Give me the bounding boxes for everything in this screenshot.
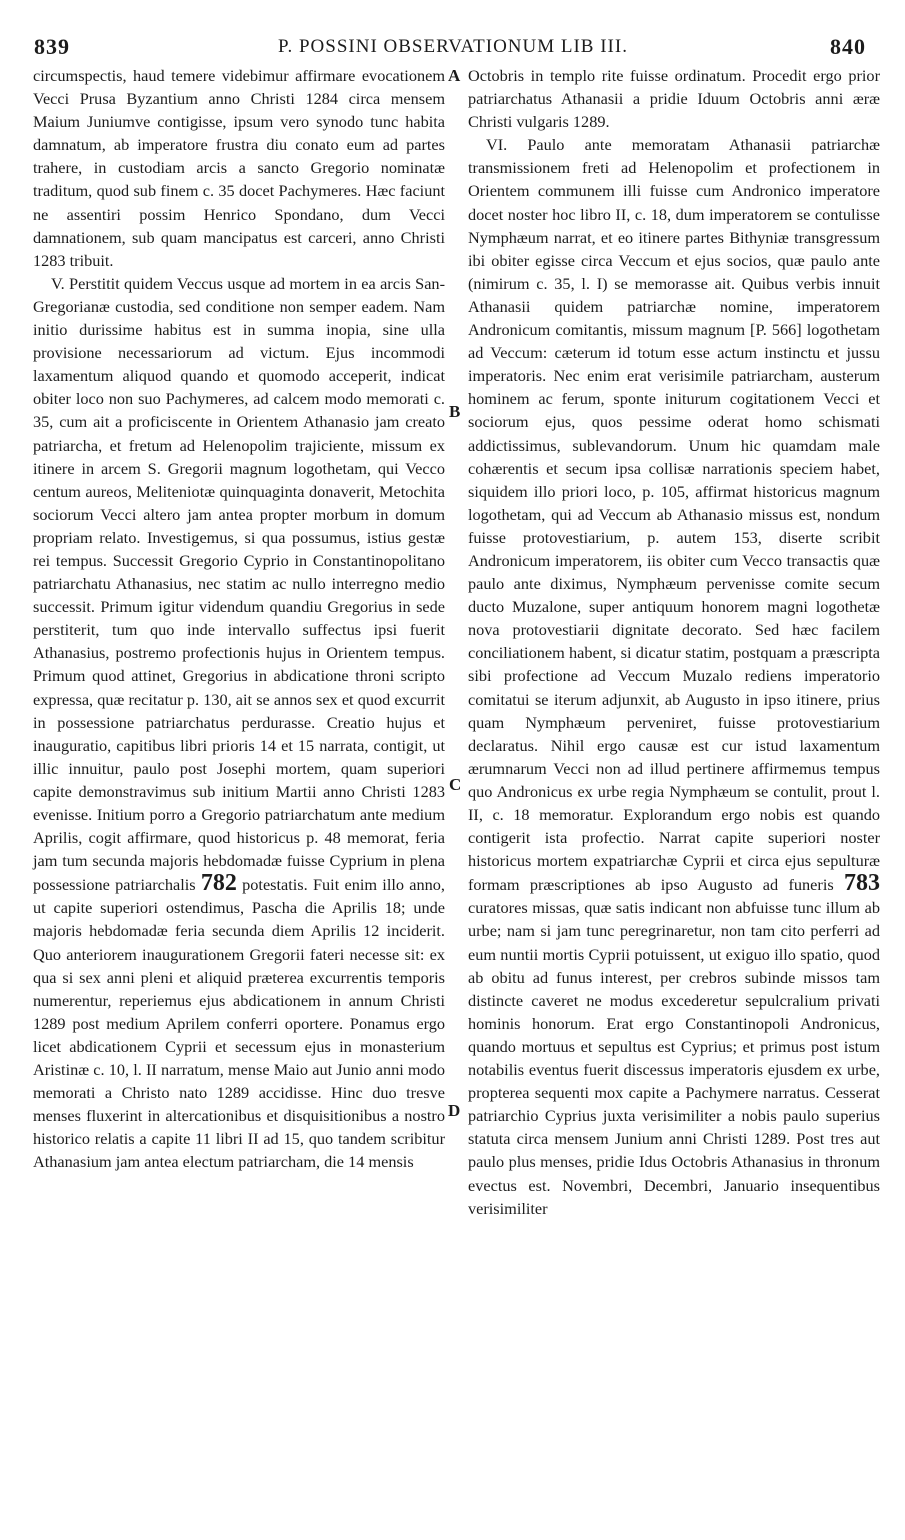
marginal-number-782: 782 (200, 870, 237, 897)
margin-marker-c: C (449, 775, 462, 794)
page-header (28, 34, 878, 60)
page-number-left: 839 (34, 34, 70, 59)
paragraph-left-1: circumspectis, haud temere videbimur affirmare evocationem Vecci Prusa Byzantium anno Christi 1284 circa mensem Maium Juniumve contigisse, ipsum vero synodo tunc habita damnatum, ab imperatore frustra diu conato eum ad partes trahere, in custodiam arcis a sancto Gregorio nominatæ traditum, quod sub finem c. 35 docet Pachymeres. Hæc faciunt ne assentiri possim Henrico Spondano, dum Vecci damnationem, sub quam mancipatus est carceri, anno Christi 1283 tribuit. (33, 66, 445, 270)
margin-marker-b: B (449, 402, 461, 421)
paragraph-right-2-part-a: VI. Paulo ante memoratam Athanasii patriarchæ transmissionem freti ad Helenopolim et profectionem in Orientem communem illi fuisse cum Andronico imperatore docet noster hoc libro II, c. 18, dum imperatorem se contulisse Nymphæum narrat, et eo itinere partes Bithyniæ transgressum ibi obiter egisse circa Veccum et ejus socios, quæ paulo ante (nimirum c. 35, l. I) se memorasse ait. Quibus verbis innuit Athanasii quidem patriarchæ nomine, imperatorem Andronicum comitantis, missum magnum [P. 566] logothetam ad Veccum: cæterum id totum esse actum instinctu et jussu imperatoris. Nec enim erat verisimile patriarcham, austerum hominem ac ferum, sponte initurum cogitationem Vecci et sociorum ejus, quos pessime oderat homo schismati addictissimus, sublevandorum. Unum hic quamdam male cohærentis et secum ipsa collisæ narrationis speciem habet, siquidem illo priori loco, p. 105, affirmat historicus magnum logothetam, qui ad Veccum ab Athanasio missus est, nondum fuisse protovestiarium, p. autem 153, diserte scribit Andronicum imperatorem, iis obiter cum Vecco transactis quæ paulo ante diximus, Nymphæum pervenisse comite secum ducto Muzalone, super antiquum honorem magni logothetæ nova protovestiarii dignitate decorato. Sed hæc facilem conciliationem habent, si dicatur statim, postquam a præscripta sibi profectione ad Veccum Muzalo rediens imperatorio comitatui se iterum adjunxit, ab Augusto in ipso itinere, prius quam Nymphæum perveniret, fuisse protovestiarium declaratus. Nihil ergo causæ est cur istud laxamentum ærumnarum Vecci non ad illud pertinere affirmemus tempus quo Andronicus ex urbe regia Nymphæum se contulit, prout l. II, c. 18 memoratur. Explorandum ergo nobis est quando contigerit ista profectio. Narrat capite superiori noster historicus mortem expatriarchæ Cyprii et circa ejus sepulturæ formam præscriptiones ab ipso Augusto ad funeris (468, 135, 880, 895)
paragraph-right-2-part-b: curatores missas, quæ satis indicant non abfuisse tunc illum ab urbe; nam si jam tunc peregrinaretur, non tam cito perferri ad eum nuntii mortis Cyprii potuissent, ut exiguo illo spatio, quod ab obitu ad funus interest, per crebros subinde missos tam distincte caveret ne modus excederetur sepulcralium privati hominis honorum. Erat ergo Constantinopoli Andronicus, quando mortuus et sepultus est Cyprius; et primus post istum notabilis eventus fuerit discessus imperatoris ejusdem ex urbe, propterea sequenti mox capite a Pachymere narratus. Cesserat patriarchio Cyprius juxta verisimiliter a nobis paulo superius statuta circa mensem Junium anni Christi 1289. Post tres aut paulo plus menses, pridie Idus Octobris Athanasius in thronum evectus est. Novembri, Decembri, Januario insequentibus verisimiliter (468, 898, 880, 1218)
paragraph-right-1: Octobris in templo rite fuisse ordinatum. Procedit ergo prior patriarchatus Athanasii a pridie Iduum Octobris anni æræ Christi vulgaris 1289. (468, 66, 880, 132)
margin-marker-a: A (448, 66, 461, 85)
paragraph-left-2-part-a: V. Perstitit quidem Veccus usque ad mortem in ea arcis San-Gregorianæ custodia, sed conditione non semper eadem. Nam initio durissime habitus est in summa inopia, sine ulla provisione necessariorum ad victum. Ejus incommodi laxamentum aliquod quando et quomodo acceperit, indicat obiter loco non suo Pachymeres, ad calcem modo memorati c. 35, cum ait a proficiscente in Orientem Athanasio jam creato patriarcha, et fretum ad Helenopolim trajiciente, missum ex itinere in arcem S. Gregorii magnum logothetam, qui Vecco centum aureos, Meliteniotæ quinquaginta donaverit, Metochita sociorum Vecci altero jam antea propter morbum in domum propriam relato. Investigemus, si qua possumus, istius gestæ rei tempus. Successit Gregorio Cyprio in Constantinopolitano patriarchatu Athanasius, nec statim ac nullo interregno medio successit. Primum igitur videndum quandiu Gregorius in sede perstiterit, tum quo inde intervallo suffectus ipsi fuerit Athanasius, postremo profectionis hujus in Orientem tempus. Primum quod attinet, Gregorius in abdicatione throni scripto expressa, quæ recitatur p. 130, ait se annos sex et quod excurrit in possessione patriarchatus perdurasse. Creatio hujus et inauguratio, capitibus libri prioris 14 et 15 narrata, contigit, ut illic innuitur, paulo post Josephi mortem, quam superiori capite demonstravimus sub initium Martii anno Christi 1283 evenisse. Initium porro a Gregorio patriarchatum ante medium Aprilis, cogit affirmare, quod historicus p. 48 memorat, feria jam tum secunda majoris hebdomadæ fuisse Cyprium in plena possessione patriarchalis (33, 273, 445, 895)
right-column (468, 64, 880, 1220)
left-column (33, 64, 445, 1174)
running-title: P. POSSINI OBSERVATIONUM LIB III. (278, 36, 628, 57)
marginal-number-783: 783 (844, 870, 880, 897)
paragraph-left-2 (33, 272, 445, 1174)
paragraph-left-2-part-b: potestatis. Fuit enim illo anno, ut capite superiori ostendimus, Pascha die Aprilis 18; unde majoris hebdomadæ feria secunda diem Aprilis 12 inciderit. Quo anteriorem inaugurationem Gregorii fateri necesse sit: ex qua si sex anni pleni et aliquid præterea excurrentis temporis numerentur, reperiemus ejus abdicationem in annum Christi 1289 post medium Aprilem conferri oportere. Ponamus ergo licet abdicationem Cyprii et secessum ejus in monasterium Aristinæ c. 10, l. II narratum, mense Maio aut Junio anni modo memorati a Christo nato 1289 accidisse. Hinc duo tresve menses fluxerint in altercationibus et disquisitionibus a nostro historico relatis a capite 11 libri II ad 15, quo tandem scribitur Athanasium jam antea electum patriarcham, die 14 mensis (33, 875, 445, 1172)
margin-marker-d: D (448, 1101, 461, 1120)
page-number-right: 840 (830, 34, 866, 59)
paragraph-right-2 (468, 133, 880, 1219)
